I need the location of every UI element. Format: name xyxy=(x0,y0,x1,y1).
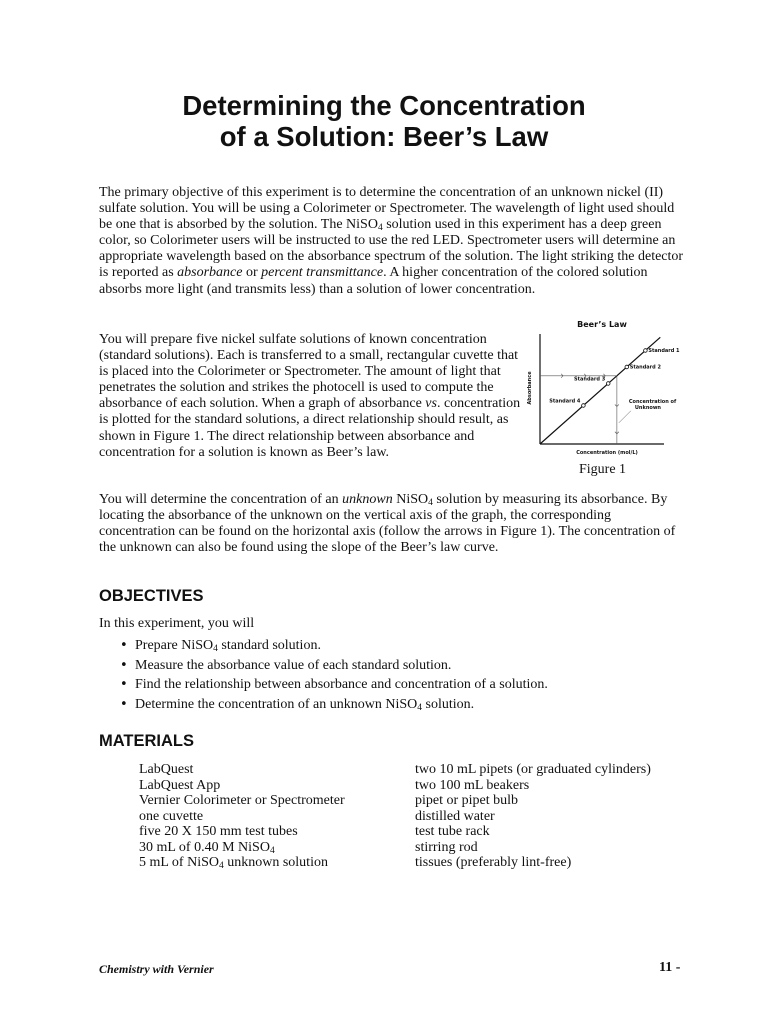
intro-paragraph: The primary objective of this experiment is to determine the concentration of an unknown nickel (II) sulfate solution. You will be using a Colorimeter or Spectrometer. The wavelength of light used should be one that is absorbed by the solution. The NiSO$_4$ solution used in this experiment has a deep green color, so Colorimeter users will be instructed to use the red LED. Spectrometer users will determine an appropriate wavelength based on the absorbance spectrum of the solution. The light striking the detector is reported as absorbance or percent transmittance. A higher concentration of the colored solution absorbs more light (and transmits less) than a solution of lower concentration. xyxy=(99,185,684,297)
objective-item: • Find the relationship between absorbance and concentration of a solution. xyxy=(120,677,548,697)
materials-list-left xyxy=(139,762,345,871)
standard-label: Standard 1 xyxy=(648,348,680,354)
standard-point xyxy=(582,404,586,408)
unknown-label: Concentration of xyxy=(628,398,677,405)
page-title xyxy=(0,90,768,152)
beers-law-chart xyxy=(524,318,680,458)
standard-label: Standard 4 xyxy=(549,398,581,405)
objectives-heading: OBJECTIVES xyxy=(99,587,204,605)
objective-item: • Prepare NiSO$_4$ standard solution. xyxy=(120,638,548,658)
x-axis-label: Concentration (mol/L) xyxy=(576,450,638,456)
material-item: two 10 mL pipets (or graduated cylinders) xyxy=(415,762,651,777)
title-line-2: of a Solution: Beer’s Law xyxy=(219,121,549,152)
material-item: five 20 X 150 mm test tubes xyxy=(139,824,298,839)
material-item: Vernier Colorimeter or Spectrometer xyxy=(139,793,345,808)
material-item: LabQuest App xyxy=(139,777,221,793)
material-item: one cuvette xyxy=(139,808,204,824)
standard-point xyxy=(606,382,610,386)
unknown-paragraph: You will determine the concentration of an unknown NiSO$_4$ solution by measuring its absorbance. By locating the absorbance of the unknown on the vertical axis of the graph, the corresponding concentration can be found on the horizontal axis (follow the arrows in Figure 1). The concentration of the unknown can also be found using the slope of the Beer’s law curve. xyxy=(99,492,676,556)
material-item: stirring rod xyxy=(415,839,478,855)
material-item: LabQuest xyxy=(139,762,194,777)
beers-law-line xyxy=(540,337,660,444)
y-axis-label: Absorbance xyxy=(527,371,533,405)
material-item: pipet or pipet bulb xyxy=(415,793,519,808)
title-line-1: Determining the Concentration xyxy=(182,90,586,121)
material-item: test tube rack xyxy=(415,824,490,839)
standard-point xyxy=(644,349,648,353)
objective-item: • Measure the absorbance value of each standard solution. xyxy=(120,658,548,678)
unknown-pointer xyxy=(619,411,631,423)
unknown-label: Unknown xyxy=(634,404,662,411)
material-item: 30 mL of 0.40 M NiSO$_4$ xyxy=(139,839,275,856)
material-item: 5 mL of NiSO$_4$ unknown solution xyxy=(139,855,328,871)
objectives-intro: In this experiment, you will xyxy=(99,616,255,631)
materials-list-right xyxy=(415,762,651,871)
footer-page-number: 11 - xyxy=(659,960,681,975)
standards-paragraph: You will prepare five nickel sulfate solutions of known concentration (standard solutions). Each is transferred to a small, rectangular cuvette that is placed into the Colorimeter or Spectrometer. The amount of light that penetrates the solution and strikes the photocell is used to compute the absorbance of each solution. When a graph of absorbance vs. concentration is plotted for the standard solutions, a direct relationship should result, as shown in Figure 1. The direct relationship between absorbance and concentration for a solution is known as Beer’s law. xyxy=(99,332,521,460)
material-item: two 100 mL beakers xyxy=(415,777,530,793)
standard-label: Standard 2 xyxy=(629,364,661,371)
objective-item: • Determine the concentration of an unknown NiSO$_4$ solution. xyxy=(120,697,548,717)
chart-title: Beer’s Law xyxy=(577,320,627,329)
standard-point xyxy=(625,365,629,369)
footer-book-title: Chemistry with Vernier xyxy=(99,962,214,976)
objectives-list xyxy=(120,638,548,716)
materials-heading: MATERIALS xyxy=(99,732,195,750)
standard-label: Standard 3 xyxy=(574,376,606,383)
material-item: tissues (preferably lint-free) xyxy=(415,855,572,870)
material-item: distilled water xyxy=(415,808,495,824)
figure-caption: Figure 1 xyxy=(579,462,627,477)
